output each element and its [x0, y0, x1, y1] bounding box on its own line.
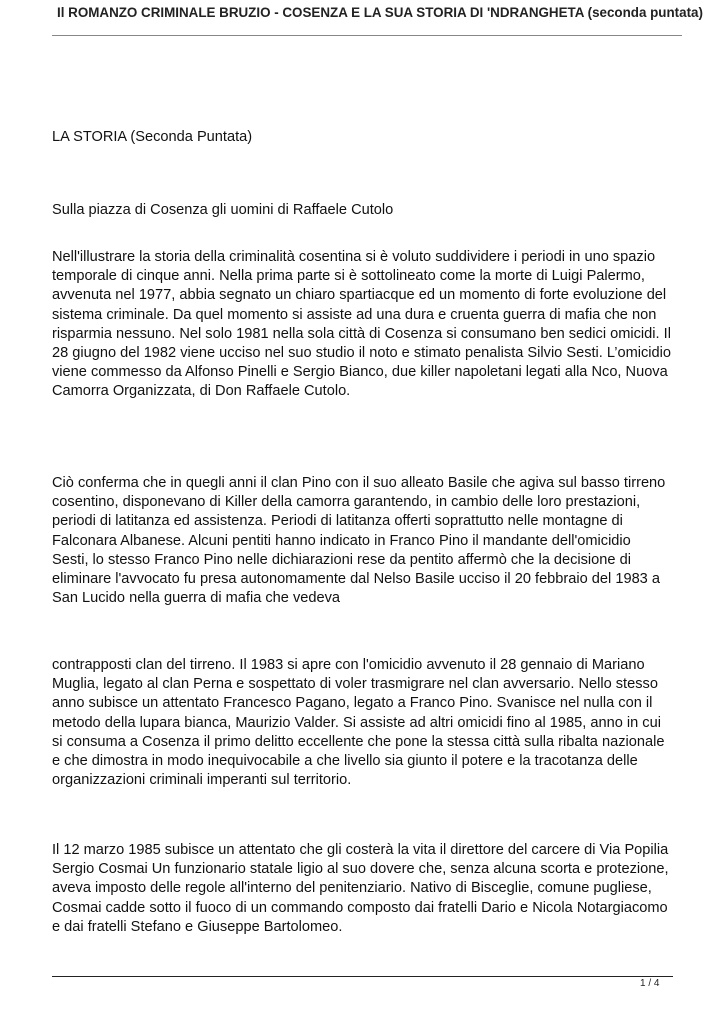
paragraph-line: metodo della lupara bianca, Maurizio Valder. Si assiste ad altri omicidi fino al 1985, anno in cui — [52, 714, 661, 731]
header-divider — [52, 35, 682, 36]
paragraph-line: contrapposti clan del tirreno. Il 1983 si apre con l'omicidio avvenuto il 28 gennaio di Mariano — [52, 657, 645, 673]
paragraph-line: aveva imposto delle regole all'interno del penitenziario. Nativo di Bisceglie, comune pugliese, — [52, 880, 652, 897]
paragraph-line: viene commesso da Alfonso Pinelli e Sergio Bianco, due killer napoletani legati alla Nco, Nuova — [52, 364, 668, 381]
paragraph-line: Sesti, lo stesso Franco Pino nelle dichiarazioni rese da pentito affermò che la decisione di — [52, 551, 631, 568]
paragraph-line: e che dimostra in modo inequivocabile a che livello sia giunto il potere e la tracotanza delle — [52, 753, 638, 770]
section-subheading: Sulla piazza di Cosenza gli uomini di Raffaele Cutolo — [52, 202, 394, 218]
paragraph — [52, 841, 669, 937]
page-number: 1 / 4 — [640, 978, 660, 989]
paragraph-line: avvenuta nel 1977, abbia segnato un chiaro spartiacque ed un momento di forte evoluzione del — [52, 287, 667, 304]
paragraph — [52, 474, 665, 608]
paragraph-line: Muglia, legato al clan Perna e sospettato di voler trasmigrare nel clan avversario. Nello stesso — [52, 676, 658, 693]
paragraph-line: sistema criminale. Da quel momento si assiste ad una dura e cruenta guerra di mafia che non — [52, 306, 657, 323]
paragraph-line: Falconara Albanese. Alcuni pentiti hanno indicato in Franco Pino il mandante dell'omicidio — [52, 532, 631, 549]
paragraph-line: eliminare l'avvocato fu presa autonomamente dal Nelso Basile ucciso il 20 febbraio del 1983 a — [52, 571, 660, 588]
paragraph-line: risparmia nessuno. Nel solo 1981 nella sola città di Cosenza si consumano ben sedici omicidi. Il — [52, 325, 671, 342]
paragraph-line: cosentino, disponevano di Killer della camorra garantendo, in cambio delle loro prestazioni, — [52, 494, 641, 511]
paragraph-line: 28 giugno del 1982 viene ucciso nel suo studio il noto e stimato penalista Silvio Sesti. L’omicidio — [52, 345, 671, 362]
paragraph-line: Il 12 marzo 1985 subisce un attentato che gli costerà la vita il direttore del carcere di Via Popilia — [52, 842, 669, 858]
paragraph-line: Sergio Cosmai Un funzionario statale ligio al suo dovere che, senza alcuna scorta e protezione, — [52, 861, 669, 878]
paragraph-line: Ciò conferma che in quegli anni il clan Pino con il suo alleato Basile che agiva sul basso tirreno — [52, 475, 666, 491]
paragraph-line: organizzazioni criminali imperanti sul territorio. — [52, 772, 352, 789]
paragraph-line: Camorra Organizzata, di Don Raffaele Cutolo. — [52, 383, 351, 400]
paragraph-line: temporale di cinque anni. Nella prima parte si è sottolineato come la morte di Luigi Palermo, — [52, 268, 645, 285]
paragraph-line: periodi di latitanza ed assistenza. Periodi di latitanza offerti soprattutto nelle montagne di — [52, 513, 623, 530]
paragraph-line: e dai fratelli Stefano e Giuseppe Bartolomeo. — [52, 918, 343, 935]
paragraph-line: si consuma a Cosenza il primo delitto eccellente che pone la stessa città sulla ribalta nazionale — [52, 733, 665, 750]
paragraph-line: Cosmai cadde sotto il fuoco di un commando composto dai fratelli Dario e Nicola Notargiacomo — [52, 899, 668, 916]
section-heading: LA STORIA (Seconda Puntata) — [52, 129, 253, 145]
paragraph — [52, 248, 671, 402]
paragraph-line: anno subisce un attentato Francesco Pagano, legato a Franco Pino. Svanisce nel nulla con il — [52, 695, 653, 712]
document-header-title: Il ROMANZO CRIMINALE BRUZIO - COSENZA E LA SUA STORIA DI 'NDRANGHETA (seconda puntata) — [57, 5, 703, 20]
paragraph-line: Nell'illustrare la storia della criminalità cosentina si è voluto suddividere i periodi in uno spazio — [52, 249, 656, 265]
paragraph — [52, 656, 664, 790]
footer-divider — [52, 976, 673, 977]
paragraph-line: San Lucido nella guerra di mafia che vedeva — [52, 590, 341, 607]
